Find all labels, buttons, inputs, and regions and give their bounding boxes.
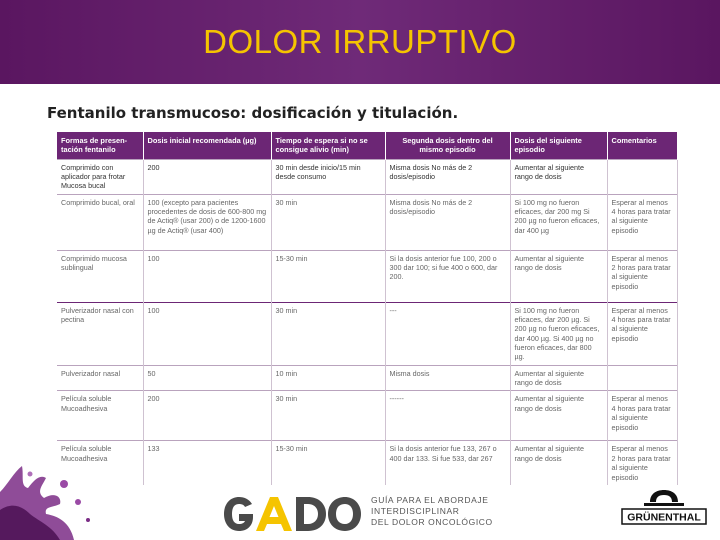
slide-subtitle: Fentanilo transmucoso: dosificación y titulación. (47, 104, 459, 122)
table-row (57, 159, 677, 194)
cell-comentarios: Esperar al menos 2 horas para tratar al siguiente episodio (607, 250, 677, 302)
header-dosis-inicial: Dosis inicial recomendada (µg) (143, 132, 271, 159)
table-row (57, 250, 677, 302)
cell-siguiente: Aumentar al siguiente rango de dosis (510, 365, 607, 391)
cell-tiempo: 10 min (271, 365, 385, 391)
tagline-line: INTERDISCIPLINAR (371, 506, 460, 517)
cell-comentarios (607, 159, 677, 194)
tagline-line: GUÍA PARA EL ABORDAJE (371, 495, 489, 505)
cell-tiempo: 15-30 min (271, 441, 385, 485)
cell-dosis: 133 (143, 441, 271, 485)
cell-forma: Película soluble Mucoadhesiva (57, 441, 143, 485)
cell-segunda: Si la dosis anterior fue 100, 200 o 300 dar 100; si fue 400 o 600, dar 200. (385, 250, 510, 302)
header-segunda-dosis: Segunda dosis dentro del mismo episodio (385, 132, 510, 159)
table-row (57, 365, 677, 391)
cell-comentarios: Esperar al menos 2 horas para tratar al siguiente episodio (607, 441, 677, 485)
header-dosis-siguiente: Dosis del siguiente episodio (510, 132, 607, 159)
tagline-line: DEL DOLOR ONCOLÓGICO (371, 517, 493, 528)
dosing-table-container (57, 132, 677, 485)
cell-siguiente: Si 100 mg no fueron eficaces, dar 200 µg. Si 200 µg no fueron eficaces, dar 400 µg. Si 400 µg no fueron eficaces, dar 800 µg. (510, 302, 607, 365)
cell-dosis: 100 (143, 302, 271, 365)
header-tiempo-espera: Tiempo de espera si no se consigue alivio (min) (271, 132, 385, 159)
cell-forma: Comprimido mucosa sublingual (57, 250, 143, 302)
ink-splash-decoration (0, 462, 110, 540)
cell-tiempo: 30 min desde inicio/15 min desde consumo (271, 159, 385, 194)
cell-segunda: ------ (385, 391, 510, 441)
cell-segunda: Misma dosis No más de 2 dosis/episodio (385, 159, 510, 194)
cell-forma: Comprimido con aplicador para frotar Mucosa bucal (57, 159, 143, 194)
cell-tiempo: 30 min (271, 194, 385, 250)
cell-dosis: 100 (excepto para pacientes procedentes de dosis de 600-800 mg de Actiq® (usar 200) o de 1200-1600 µg de Actiq® (usar 400) (143, 194, 271, 250)
cell-forma: Comprimido bucal, oral (57, 194, 143, 250)
cell-forma: Pulverizador nasal (57, 365, 143, 391)
cell-segunda: Si la dosis anterior fue 133, 267 o 400 dar 133. Si fue 533, dar 267 (385, 441, 510, 485)
dosing-table (57, 132, 678, 485)
cell-comentarios (607, 365, 677, 391)
table-row (57, 302, 677, 365)
cell-forma: Película soluble Mucoadhesiva (57, 391, 143, 441)
cell-tiempo: 30 min (271, 302, 385, 365)
cell-comentarios: Esperar al menos 4 horas para tratar al siguiente episodio (607, 194, 677, 250)
cell-dosis: 200 (143, 159, 271, 194)
cell-segunda: Misma dosis (385, 365, 510, 391)
gado-tagline (371, 495, 511, 528)
cell-comentarios: Esperar al menos 4 horas para tratar al siguiente episodio (607, 391, 677, 441)
cell-forma: Pulverizador nasal con pectina (57, 302, 143, 365)
title-bar (0, 0, 720, 84)
cell-dosis: 100 (143, 250, 271, 302)
gado-logo (222, 494, 362, 534)
cell-siguiente: Aumentar al siguiente rango de dosis (510, 391, 607, 441)
grunenthal-logo (620, 488, 708, 530)
cell-comentarios: Esperar al menos 4 horas para tratar al siguiente episodio (607, 302, 677, 365)
header-forma: Formas de presen- tación fentanilo (57, 132, 143, 159)
cell-tiempo: 30 min (271, 391, 385, 441)
cell-tiempo: 15-30 min (271, 250, 385, 302)
cell-dosis: 50 (143, 365, 271, 391)
table-header-row (57, 132, 677, 159)
cell-segunda: Misma dosis No más de 2 dosis/episodio (385, 194, 510, 250)
table-row (57, 391, 677, 441)
cell-siguiente: Aumentar al siguiente rango de dosis (510, 441, 607, 485)
cell-siguiente: Si 100 mg no fueron eficaces, dar 200 mg Si 200 µg no fueron eficaces, dar 400 µg (510, 194, 607, 250)
cell-segunda: --- (385, 302, 510, 365)
cell-dosis: 200 (143, 391, 271, 441)
table-row (57, 441, 677, 485)
cell-siguiente: Aumentar al siguiente rango de dosis (510, 250, 607, 302)
sponsor-name: GRÜNENTHAL (627, 511, 701, 524)
table-row (57, 194, 677, 250)
cell-siguiente: Aumentar al siguiente rango de dosis (510, 159, 607, 194)
header-comentarios: Comentarios (607, 132, 677, 159)
slide-title: DOLOR IRRUPTIVO (203, 23, 517, 60)
